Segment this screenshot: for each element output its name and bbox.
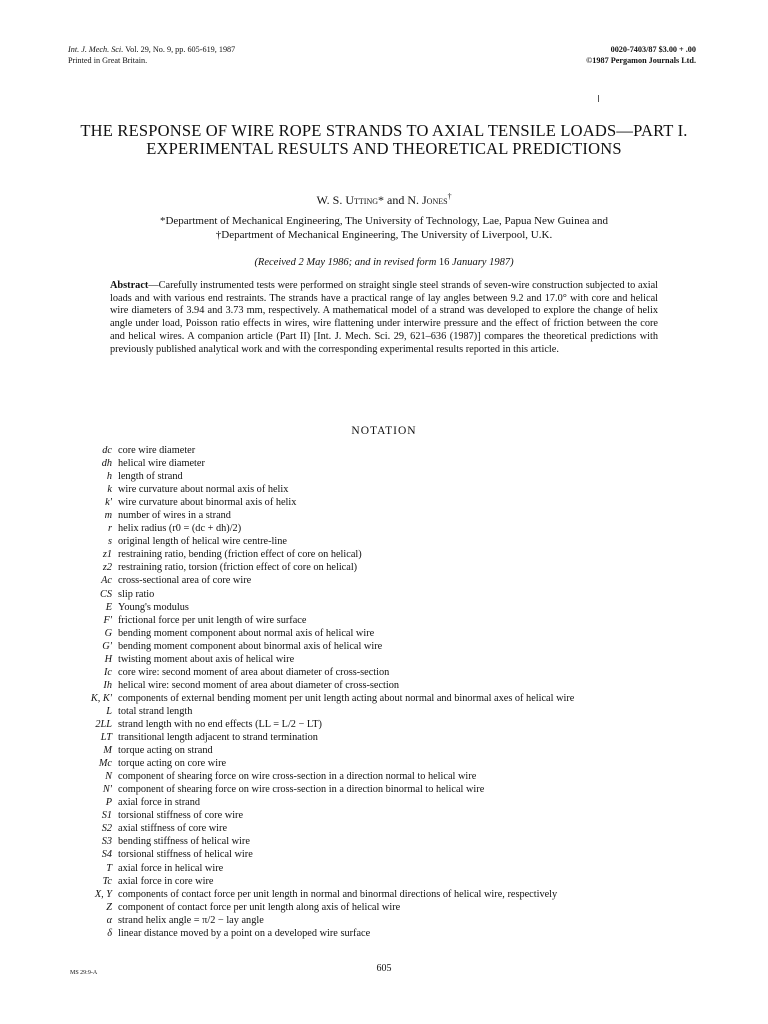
notation-description: helix radius (r0 = (dc + dh)/2) [118,523,242,535]
notation-symbol: s [107,536,112,548]
notation-row [60,444,710,457]
notation-symbol: δ [107,927,112,939]
notation-row [60,457,710,470]
notation-description: Young's modulus [118,601,189,613]
received-dates [0,257,768,268]
notation-symbol: Ac [101,575,112,587]
notation-row [60,783,710,796]
notation-symbol: dh [101,458,112,470]
journal-name: Int. J. Mech. Sci. [68,45,124,54]
notation-description: wire curvature about normal axis of helix [118,484,289,496]
notation-description: cross-sectional area of core wire [118,575,252,587]
notation-description: core wire: second moment of area about diameter of cross-section [118,666,390,678]
notation-description: restraining ratio, torsion (friction effect of core on helical) [118,562,358,574]
notation-row [60,666,710,679]
notation-description: twisting moment about axis of helical wire [118,653,295,665]
notation-row [60,901,710,914]
notation-symbol: S2 [101,823,112,835]
notation-symbol: T [106,862,112,874]
abstract-text: —Carefully instrumented tests were performed on straight single steel strands of seven-wire construction subjected to axial loads and with various end restraints. The strands have a practical range of lay angles between 9.2 and 17.0° with core and helical wire diameters of 3.94 and 3.73 mm, respectively. A mathematical model of a strand was developed to explore the change of helix angle under load, Poisson ratio effects in wires, wire flattening under interwire pressure and the effect of friction between the core and helical wires. A companion article (Part II) [Int. J. Mech. Sci. 29, 621–636 (1987)] compares the theoretical predictions with previously published analytical work and with the corresponding experimental results reported in this article. [110,280,658,355]
abstract [110,280,658,356]
notation-description: transitional length adjacent to strand termination [118,732,318,744]
notation-description: components of external bending moment per unit length acting about normal and binormal axes of helical wire [118,692,575,704]
notation-row [60,679,710,692]
notation-description: torque acting on strand [118,745,213,757]
author-1-mark: * [378,193,384,207]
printed-in: Printed in Great Britain. [68,55,148,65]
notation-symbol: G [104,627,112,639]
notation-row [60,692,710,705]
notation-row [60,627,710,640]
notation-list [60,444,710,940]
notation-row [60,888,710,901]
notation-row [60,561,710,574]
notation-row [60,848,710,861]
journal-citation: Vol. 29, No. 9, pp. 605-619, 1987 [125,45,236,54]
notation-description: strand length with no end effects (LL = L/2 − LT) [118,718,322,730]
notation-row [60,875,710,888]
notation-description: length of strand [118,471,183,483]
notation-description: restraining ratio, bending (friction effect of core on helical) [118,549,362,561]
author-2-mark: † [447,192,452,201]
notation-symbol: dc [102,445,112,456]
notation-heading: NOTATION [351,425,417,437]
journal-header [68,45,235,66]
notation-row [60,822,710,835]
notation-row [60,601,710,614]
notation-symbol: S3 [101,836,112,848]
affiliation-1: *Department of Mechanical Engineering, The University of Technology, Lae, Papua New Guinea and [159,215,609,227]
notation-row [60,548,710,561]
notation-description: linear distance moved by a point on a developed wire surface [118,927,371,939]
notation-symbol: r [107,523,112,535]
affiliations [0,214,768,242]
notation-row [60,757,710,770]
notation-symbol: M [103,745,112,757]
notation-symbol: Tc [102,875,112,887]
notation-row [60,718,710,731]
notation-description: core wire diameter [118,445,196,456]
notation-symbol: CS [99,588,112,600]
notation-row [60,640,710,653]
notation-symbol: S4 [101,849,112,861]
notation-symbol: 2LL [95,718,112,730]
author-2: N. Jones [407,193,448,207]
footer-code: MS 29:9-A [70,970,98,976]
notation-symbol: H [104,653,112,665]
notation-row [60,483,710,496]
notation-description: component of contact force per unit length along axis of helical wire [118,901,401,913]
notation-row [60,770,710,783]
notation-description: original length of helical wire centre-line [118,536,287,548]
notation-description: component of shearing force on wire cross-section in a direction binormal to helical wire [118,784,485,796]
notation-row [60,614,710,627]
notation-row [60,835,710,848]
notation-description: torsional stiffness of helical wire [118,849,253,861]
scan-mark [598,95,599,102]
notation-symbol: Ic [104,666,112,678]
notation-row [60,588,710,601]
notation-row [60,522,710,535]
paper-title: THE RESPONSE OF WIRE ROPE STRANDS TO AXIAL TENSILE LOADS—PART I. EXPERIMENTAL RESULTS AND THEORETICAL PREDICTIONS [80,121,688,158]
notation-description: axial force in strand [118,797,201,809]
affiliation-2: †Department of Mechanical Engineering, The University of Liverpool, U.K. [215,229,553,241]
notation-row [60,927,710,940]
copyright: ©1987 Pergamon Journals Ltd. [586,55,696,65]
notation-symbol: Mc [98,758,112,770]
notation-symbol: z2 [102,562,112,574]
authors [0,192,768,208]
notation-description: torque acting on core wire [118,758,227,770]
notation-row [60,744,710,757]
notation-row [60,496,710,509]
notation-symbol: S1 [101,810,112,822]
author-1: W. S. Utting [316,193,378,207]
notation-description: slip ratio [118,588,155,600]
notation-description: strand helix angle = π/2 − lay angle [118,914,264,926]
notation-symbol: m [104,510,112,522]
notation-description: number of wires in a strand [118,510,231,522]
notation-description: axial stiffness of core wire [118,823,228,835]
received-part-3: January 1987) [449,257,514,268]
notation-symbol: h [106,471,112,483]
notation-row [60,796,710,809]
received-part-1: (Received 2 May 1986; and in revised form [254,257,439,268]
notation-symbol: z1 [102,549,112,561]
notation-symbol: LT [100,732,112,744]
issn-price: 0020-7403/87 $3.00 + .00 [610,45,696,54]
notation-symbol: Ih [103,679,112,691]
notation-row [60,535,710,548]
notation-symbol: P [105,797,112,809]
notation-row [60,731,710,744]
notation-symbol: α [106,914,112,926]
notation-description: components of contact force per unit length in normal and binormal directions of helical wire, respectively [118,888,558,900]
notation-symbol: L [106,705,112,717]
notation-symbol: k′ [105,497,112,509]
notation-description: bending stiffness of helical wire [118,836,250,848]
notation-row [60,809,710,822]
notation-description: wire curvature about binormal axis of helix [118,497,297,509]
notation-row [60,705,710,718]
notation-symbol: N [105,771,112,783]
notation-row [60,470,710,483]
notation-symbol: Z [106,901,112,913]
notation-description: bending moment component about binormal axis of helical wire [118,640,383,652]
notation-symbol: G′ [102,640,112,652]
notation-row [60,862,710,875]
notation-symbol: F′ [103,614,112,626]
notation-symbol: k [107,484,112,496]
notation-symbol: N′ [102,784,112,796]
notation-symbol: E [105,601,112,613]
notation-row [60,914,710,927]
notation-description: frictional force per unit length of wire surface [118,614,307,626]
notation-description: helical wire: second moment of area about diameter of cross-section [118,679,400,691]
notation-symbol: X, Y [94,888,112,900]
notation-row [60,574,710,587]
notation-description: total strand length [118,705,193,717]
notation-description: torsional stiffness of core wire [118,810,244,822]
notation-symbol: K, K′ [90,692,112,704]
author-and: and [384,193,408,207]
notation-description: bending moment component about normal axis of helical wire [118,627,375,639]
page-number: 605 [376,963,392,974]
notation-description: helical wire diameter [118,458,205,470]
received-part-2: 16 [438,257,450,268]
notation-row [60,509,710,522]
notation-description: axial force in helical wire [118,862,224,874]
notation-description: axial force in core wire [118,875,214,887]
notation-description: component of shearing force on wire cross-section in a direction normal to helical wire [118,771,477,783]
abstract-label: Abstract [110,280,149,291]
notation-row [60,653,710,666]
publisher-header [586,45,696,66]
